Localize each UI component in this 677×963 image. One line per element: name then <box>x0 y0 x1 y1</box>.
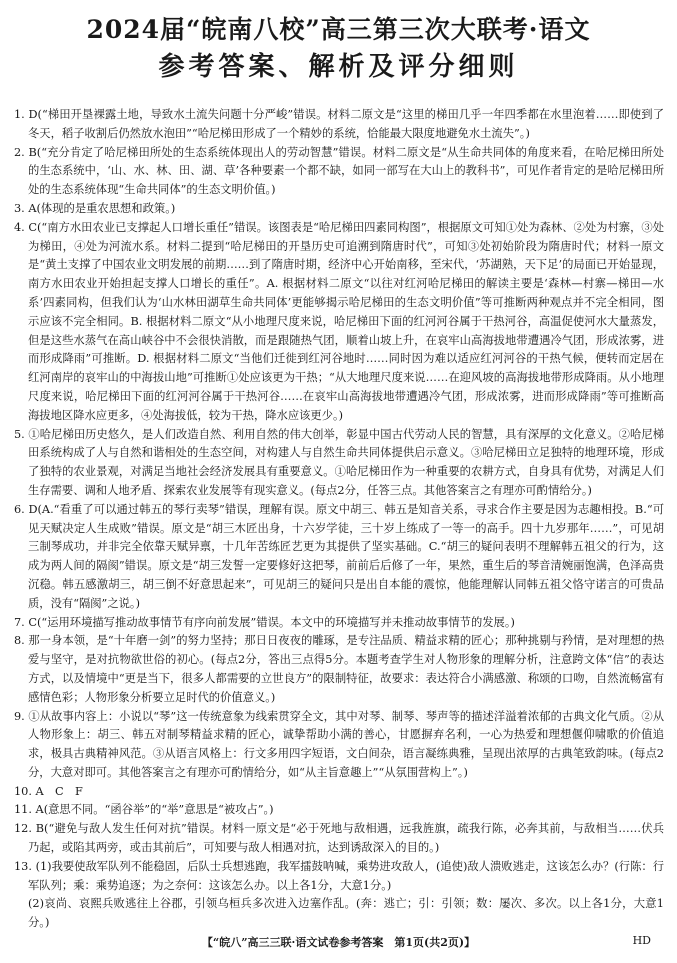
answer-item-4: 4. C(“南方水田农业已支撑起人口增长重任”错误。该图表是“哈尼梯田四素同构图”，根据原文可知①处为森林、②处为村寨，③处为梯田，④处为河流水系。材料二提到“哈尼梯田的开垦历史可追溯到隋唐时代”，可知③处初始阶段为隋唐时代；材料一原文是“黄土支撑了中国农业文明发展的前期……到了隋唐时期，经济中心开始南移，至宋代，‘苏湖熟，天下足’的局面已开始显现，南方水田农业开始担起支撑人口增长的重任”。A. 根据材料二原文“以往对红河哈尼梯田的解读主要是‘森林—村寨—梯田—水系’四素同构，但我们认为‘山水林田湖草生命共同体’更能够揭示哈尼梯田的生态文明价值”等可推断两种观点并不完全相同，图示应该不完全相同。B. 根据材料二原文“从小地理尺度来说，哈尼梯田下面的红河河谷属于干热河谷，高温促使河水大量蒸发，但是这些水蒸气在高山峡谷中不会很快消散，而是跟随热气团，顺着山坡上升，在哀牢山高海拔地带遭遇冷气团，形成浓雾，进而形成降雨”可推断。D. 根据材料二原文“当他们迁徙到红河谷地时……同时因为难以适应红河河谷的干热气候，便转而定居在红河南岸的哀牢山的中海拔山地”可推断①处应该更为干热；“从大地理尺度来说……在迎风坡的高海拔地带形成降雨。从小地理尺度来说，哈尼梯田下面的红河河谷属于干热河谷……在哀牢山高海拔地带遭遇冷气团，形成浓雾，进而形成降雨”等可推断高海拔地区降水应更多，④处海拔低，较为干热，降水应该更少。) <box>14 220 664 422</box>
footer-text: 【“皖八”高三三联·语文试卷参考答案 第1页(共2页)】 <box>201 936 476 949</box>
answer-item-10: 10. A C F <box>14 784 83 798</box>
answer-item-3: 3. A(体现的是重农思想和政策。) <box>14 201 176 215</box>
answer-item-1: 1. D(“梯田开垦裸露土地，导致水土流失问题十分严峻”错误。材料二原文是“这里的梯田几乎一年四季都在水里泡着……即使到了冬天，稻子收割后仍然放水泡田”“哈尼梯田形成了一个精妙的系统，恰能最大限度地避免水土流失”。) <box>14 108 664 140</box>
answer-item-6: 6. D(A.“看重了可以通过韩五的琴行卖琴”错误，理解有误。原文中胡三、韩五是知音关系，寻求合作主要是因为志趣相投。B.“可见天赋决定人生成败”错误。原文是“胡三木匠出身，十六岁学徒，三十岁上练成了一等一的高手。四十九岁那年……”，可见胡三制琴成功，并非完全依靠天赋异禀，十几年苦练匠艺更为其提供了坚实基础。C.“胡三的疑问表明不理解韩五祖父的行为，这成为两人间的隔阂”错误。原文是“胡三发誓一定要修好这把琴，前前后后修了一年，果然，重生后的琴音清婉丽饱满，色泽高贵沉稳。韩五感激胡三，胡三倒不好意思起来”，可见胡三的疑问只是出自本能的震惊，他能理解认同韩五祖父恪守诺言的可贵品质，没有“隔阂”之说。) <box>14 502 664 610</box>
page-footer <box>0 934 677 950</box>
answer-item-11: 11. A(意思不同。“函谷举”的“举”意思是“被攻占”。) <box>14 803 274 817</box>
answer-item-5: 5. ①哈尼梯田历史悠久，是人们改造自然、利用自然的伟大创举，彰显中国古代劳动人民的智慧，具有深厚的文化意义。②哈尼梯田系统构成了人与自然和谐相处的生态空间，对构建人与自然生命共同体提供启示意义。③哈尼梯田立足独特的地理环境，形成了独特的农业景观，对满足当地社会经济发展具有重要意义。①哈尼梯田作为一种重要的农耕方式，自身具有优势，对满足人们生存需要、调和人地矛盾、探索农业发展等有现实意义。(每点2分，任答三点。其他答案言之有理亦可酌情给分。) <box>14 427 664 497</box>
answer-list <box>14 106 664 933</box>
answer-item-12: 12. B(“避免与敌人发生任何对抗”错误。材料一原文是“必于死地与敌相遇，远我旌旗，疏我行陈，必奔其前，与敌相当……伏兵乃起，或陷其两旁，或击其前后”，可知要与敌人相遇对抗，达到诱敌深入的目的。) <box>14 822 664 855</box>
answer-item-13-part-2: (2)哀尚、哀熙兵败逃往上谷郡，引领乌桓兵多次进入边塞作乱。(奔：逃亡；引：引领；数：屡次、多次。以上各1分，大意1分。) <box>28 897 664 930</box>
answer-item-9: 9. ①从故事内容上：小说以“琴”这一传统意象为线索贯穿全文，其中对琴、制琴、琴声等的描述洋溢着浓郁的古典文化气质。②从人物形象上：胡三、韩五对制琴精益求精的匠心，诚挚帮助小满的善心，甘愿摒弃名利，一心为热爱和理想偃仰啸歌的价值追求，极具古典精神风范。③从语言风格上：行文多用四字短语，文白间杂，语言凝练典雅，呈现出浓厚的古典笔致韵味。(每点2分，大意对即可。其他答案言之有理亦可酌情给分，如“从主旨意趣上”“从氛围营构上”。) <box>14 709 664 779</box>
document-title: 2024届“皖南八校”高三第三次大联考·语文 <box>86 15 591 44</box>
document-subtitle: 参考答案、解析及评分细则 <box>158 52 519 82</box>
answer-item-13: 13. (1)我要使敌军队列不能稳固，后队士兵想逃跑，我军擂鼓呐喊，乘势进攻敌人，(追使)敌人溃败逃走，这该怎么办？(行陈：行军队列；乘：乘势追逐；为之奈何：这该怎么办。以上各1分，大意1分。) <box>14 859 664 892</box>
answer-item-7: 7. C(“运用环境描写推动故事情节有序向前发展”错误。本文中的环境描写并未推动故事情节的发展。) <box>14 615 515 629</box>
answer-item-8: 8. 那一身本领，是“十年磨一剑”的努力坚持；那日日夜夜的雕琢，是专注品质、精益求精的匠心；那种挑剔与矜情，是对理想的热爱与坚守，是对抗物欲世俗的初心。(每点2分，答出三点得5分。本题考查学生对人物形象的理解分析，注意跨文体“信”的表达方式，以及情境中“更是当下，很多人都需要的立世良方”的限制特征，故要求：表达符合小满感激、称颂的口吻，自然流畅富有感情色彩；人物形象分析要立足时代的价值意义。) <box>14 634 664 704</box>
answer-item-2: 2. B(“充分肯定了哈尼梯田所处的生态系统体现出人的劳动智慧”错误。材料二原文是“从生命共同体的角度来看，在哈尼梯田所处的生态系统中，‘山、水、林、田、湖、草’各种要素一个都不缺，如同一部写在大山上的教科书”，可见作者肯定的是哈尼梯田所处的生态系统体现“生命共同体”的生态文明价值。) <box>14 145 664 197</box>
footer-code: HD <box>632 934 651 947</box>
